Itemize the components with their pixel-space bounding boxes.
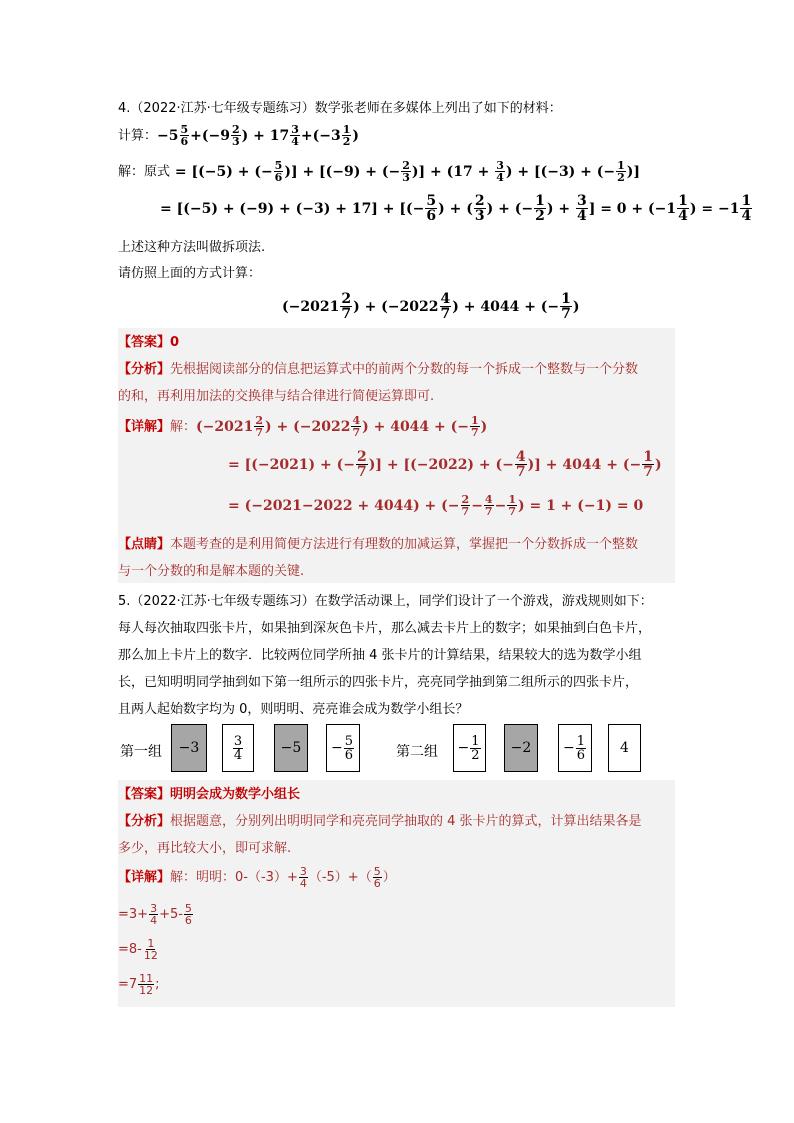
q4-solution-line1: 解：原式 = [(−5) + (− $\frac{5}{6}$ )] + [(−9) + (− $\frac{2}{3}$ )] + (17 + $\frac{3}{4}$ ) + [(−3) + (− $\frac{1}{2}$ )] xyxy=(118,159,641,184)
answer-value: 明明会成为数学小组长 xyxy=(170,787,301,802)
answer-tag: 【答案】 xyxy=(118,335,171,350)
card-denominator: 2 xyxy=(471,747,480,763)
q4-detail-line2: = [(−2021) + (− $\frac{2}{7}$ )] + [(−2022) + (− $\frac{4}{7}$ )] + 4044 + (− $\frac{1}{7}$ ) xyxy=(228,449,662,480)
q5-step-2: =8- $\frac{1}{12}$ xyxy=(118,937,158,962)
card-value: 4 xyxy=(620,740,629,756)
q4-note1: 上述这种方法叫做拆项法. xyxy=(118,240,266,255)
card-numerator: 1 xyxy=(576,733,585,749)
step3-prefix: =7 xyxy=(118,977,138,992)
q5-answer xyxy=(118,783,300,802)
q4-calc: 计算：−5 $\frac{5}{6}$ +(−9 $\frac{2}{3}$ ) + 17 $\frac{3}{4}$ +(−3 $\frac{1}{2}$ ) xyxy=(118,123,359,148)
group2-card xyxy=(504,724,538,772)
detail-label: 解： xyxy=(170,419,197,435)
q5-stem-3: 那么加上卡片上的数字．比较两位同学所抽 4 张卡片的计算结果，结果较大的选为数学小组 xyxy=(118,648,642,663)
analysis-text-1: 根据题意，分别列出明明同学和亮亮同学抽取的 4 张卡片的算式，计算出结果各是 xyxy=(170,814,642,829)
card-fraction xyxy=(344,735,354,762)
q4-note2: 请仿照上面的方式计算： xyxy=(118,266,262,281)
group1-card xyxy=(326,724,360,772)
card-denominator: 6 xyxy=(344,747,353,763)
card-sign: − xyxy=(330,740,343,756)
group1-card xyxy=(274,724,308,772)
card-denominator: 6 xyxy=(576,747,585,763)
card-numerator: 3 xyxy=(233,733,243,749)
q4-detail-line1: 【详解】解：(−2021 $\frac{2}{7}$ ) + (−2022 $\frac{4}{7}$ ) + 4044 + (− $\frac{1}{7}$ ) xyxy=(118,414,488,439)
group2-label: 第二组 xyxy=(396,744,438,760)
step3-suffix: ; xyxy=(155,977,160,992)
answer-value: 0 xyxy=(170,335,180,350)
step1-mid: +5- xyxy=(159,907,183,922)
q4-analysis-line2: 的和，再利用加法的交换律与结合律进行简便运算即可. xyxy=(118,389,435,404)
q4-exercise: (−2021 $\frac{2}{7}$ ) + (−2022 $\frac{4}{7}$ ) + 4044 + (− $\frac{1}{7}$ ) xyxy=(282,291,580,322)
q4-stem: 4.（2022·江苏·七年级专题练习）数学张老师在多媒体上列出了如下的材料： xyxy=(118,101,562,116)
card-fraction xyxy=(470,735,480,762)
card-denominator: 4 xyxy=(233,747,243,763)
q4-detail-line3: = (−2021−2022 + 4044) + (− $\frac{2}{7}$ − $\frac{4}{7}$ − $\frac{1}{7}$ ) = 1 + (−1) = 0 xyxy=(228,493,644,518)
card-value: −2 xyxy=(510,740,532,756)
group1-card xyxy=(171,724,207,772)
detail-tag: 【详解】 xyxy=(118,870,171,885)
card-fraction xyxy=(233,735,243,762)
q4-solution-line2: = [(−5) + (−9) + (−3) + 17] + [(− $\frac{5}{6}$ ) + ( $\frac{2}{3}$ ) + (− $\frac{1}{2}$ ) + $\frac{3}{4}$ ] = 0 + (−1 $\frac{1}{4}$ ) = −1 $\frac{1}{4}$ xyxy=(160,193,752,224)
calc-label: 计算： xyxy=(118,128,158,144)
q5-stem-5: 且两人起始数字均为 0，则明明、亮亮谁会成为数学小组长？ xyxy=(118,702,469,717)
q5-stem-4: 长，已知明明同学抽到如下第一组所示的四张卡片，亮亮同学抽到第二组所示的四张卡片， xyxy=(118,675,639,690)
group1-label: 第一组 xyxy=(120,744,162,760)
q4-answer xyxy=(118,331,179,350)
q4-comment-line1 xyxy=(118,533,638,552)
q5-detail-line1: 【详解】解：明明：0-（-3）+ $\frac{3}{4}$ （-5）+（ $\frac{5}{6}$ ） xyxy=(118,865,396,890)
q5-step-3: =7 $\frac{11}{12}$ ; xyxy=(118,972,160,997)
q5-analysis-line1 xyxy=(118,810,642,829)
q5-analysis-line2: 多少，再比较大小，即可求解. xyxy=(118,841,292,856)
group1-card xyxy=(222,724,254,772)
group2-card xyxy=(558,724,592,772)
q4-comment-line2: 与一个分数的和是解本题的关键. xyxy=(118,564,305,579)
card-sign: − xyxy=(562,740,575,756)
group2-card xyxy=(453,724,486,772)
q5-step-1: =3+ $\frac{3}{4}$ +5- $\frac{5}{6}$ xyxy=(118,902,192,927)
card-value: −3 xyxy=(178,740,200,756)
card-numerator: 1 xyxy=(471,733,480,749)
detail-label: 解：明明：0-（-3）+ xyxy=(170,870,298,885)
group2-card xyxy=(608,724,641,772)
solution-label: 解：原式 xyxy=(118,164,171,180)
q5-stem-2: 每人每次抽取四张卡片，如果抽到深灰色卡片，那么减去卡片上的数字；如果抽到白色卡片， xyxy=(118,621,652,636)
comment-tag: 【点睛】 xyxy=(118,537,171,552)
step2-prefix: =8- xyxy=(118,942,142,957)
comment-text-1: 本题考查的是利用简便方法进行有理数的加减运算，掌握把一个分数拆成一个整数 xyxy=(170,537,639,552)
card-sign: − xyxy=(457,740,470,756)
analysis-text-1: 先根据阅读部分的信息把运算式中的前两个分数的每一个拆成一个整数与一个分数 xyxy=(170,362,639,377)
answer-tag: 【答案】 xyxy=(118,787,171,802)
card-numerator: 5 xyxy=(344,733,353,749)
card-fraction xyxy=(576,735,586,762)
card-value: −5 xyxy=(280,740,302,756)
q4-analysis-line1 xyxy=(118,358,638,377)
q5-stem-1: 5.（2022·江苏·七年级专题练习）在数学活动课上，同学们设计了一个游戏，游戏规则如下： xyxy=(118,594,653,609)
step1-prefix: =3+ xyxy=(118,907,149,922)
detail-tag: 【详解】 xyxy=(118,419,171,435)
analysis-tag: 【分析】 xyxy=(118,814,171,829)
detail-mid: （-5）+（ xyxy=(308,870,372,885)
analysis-tag: 【分析】 xyxy=(118,362,171,377)
